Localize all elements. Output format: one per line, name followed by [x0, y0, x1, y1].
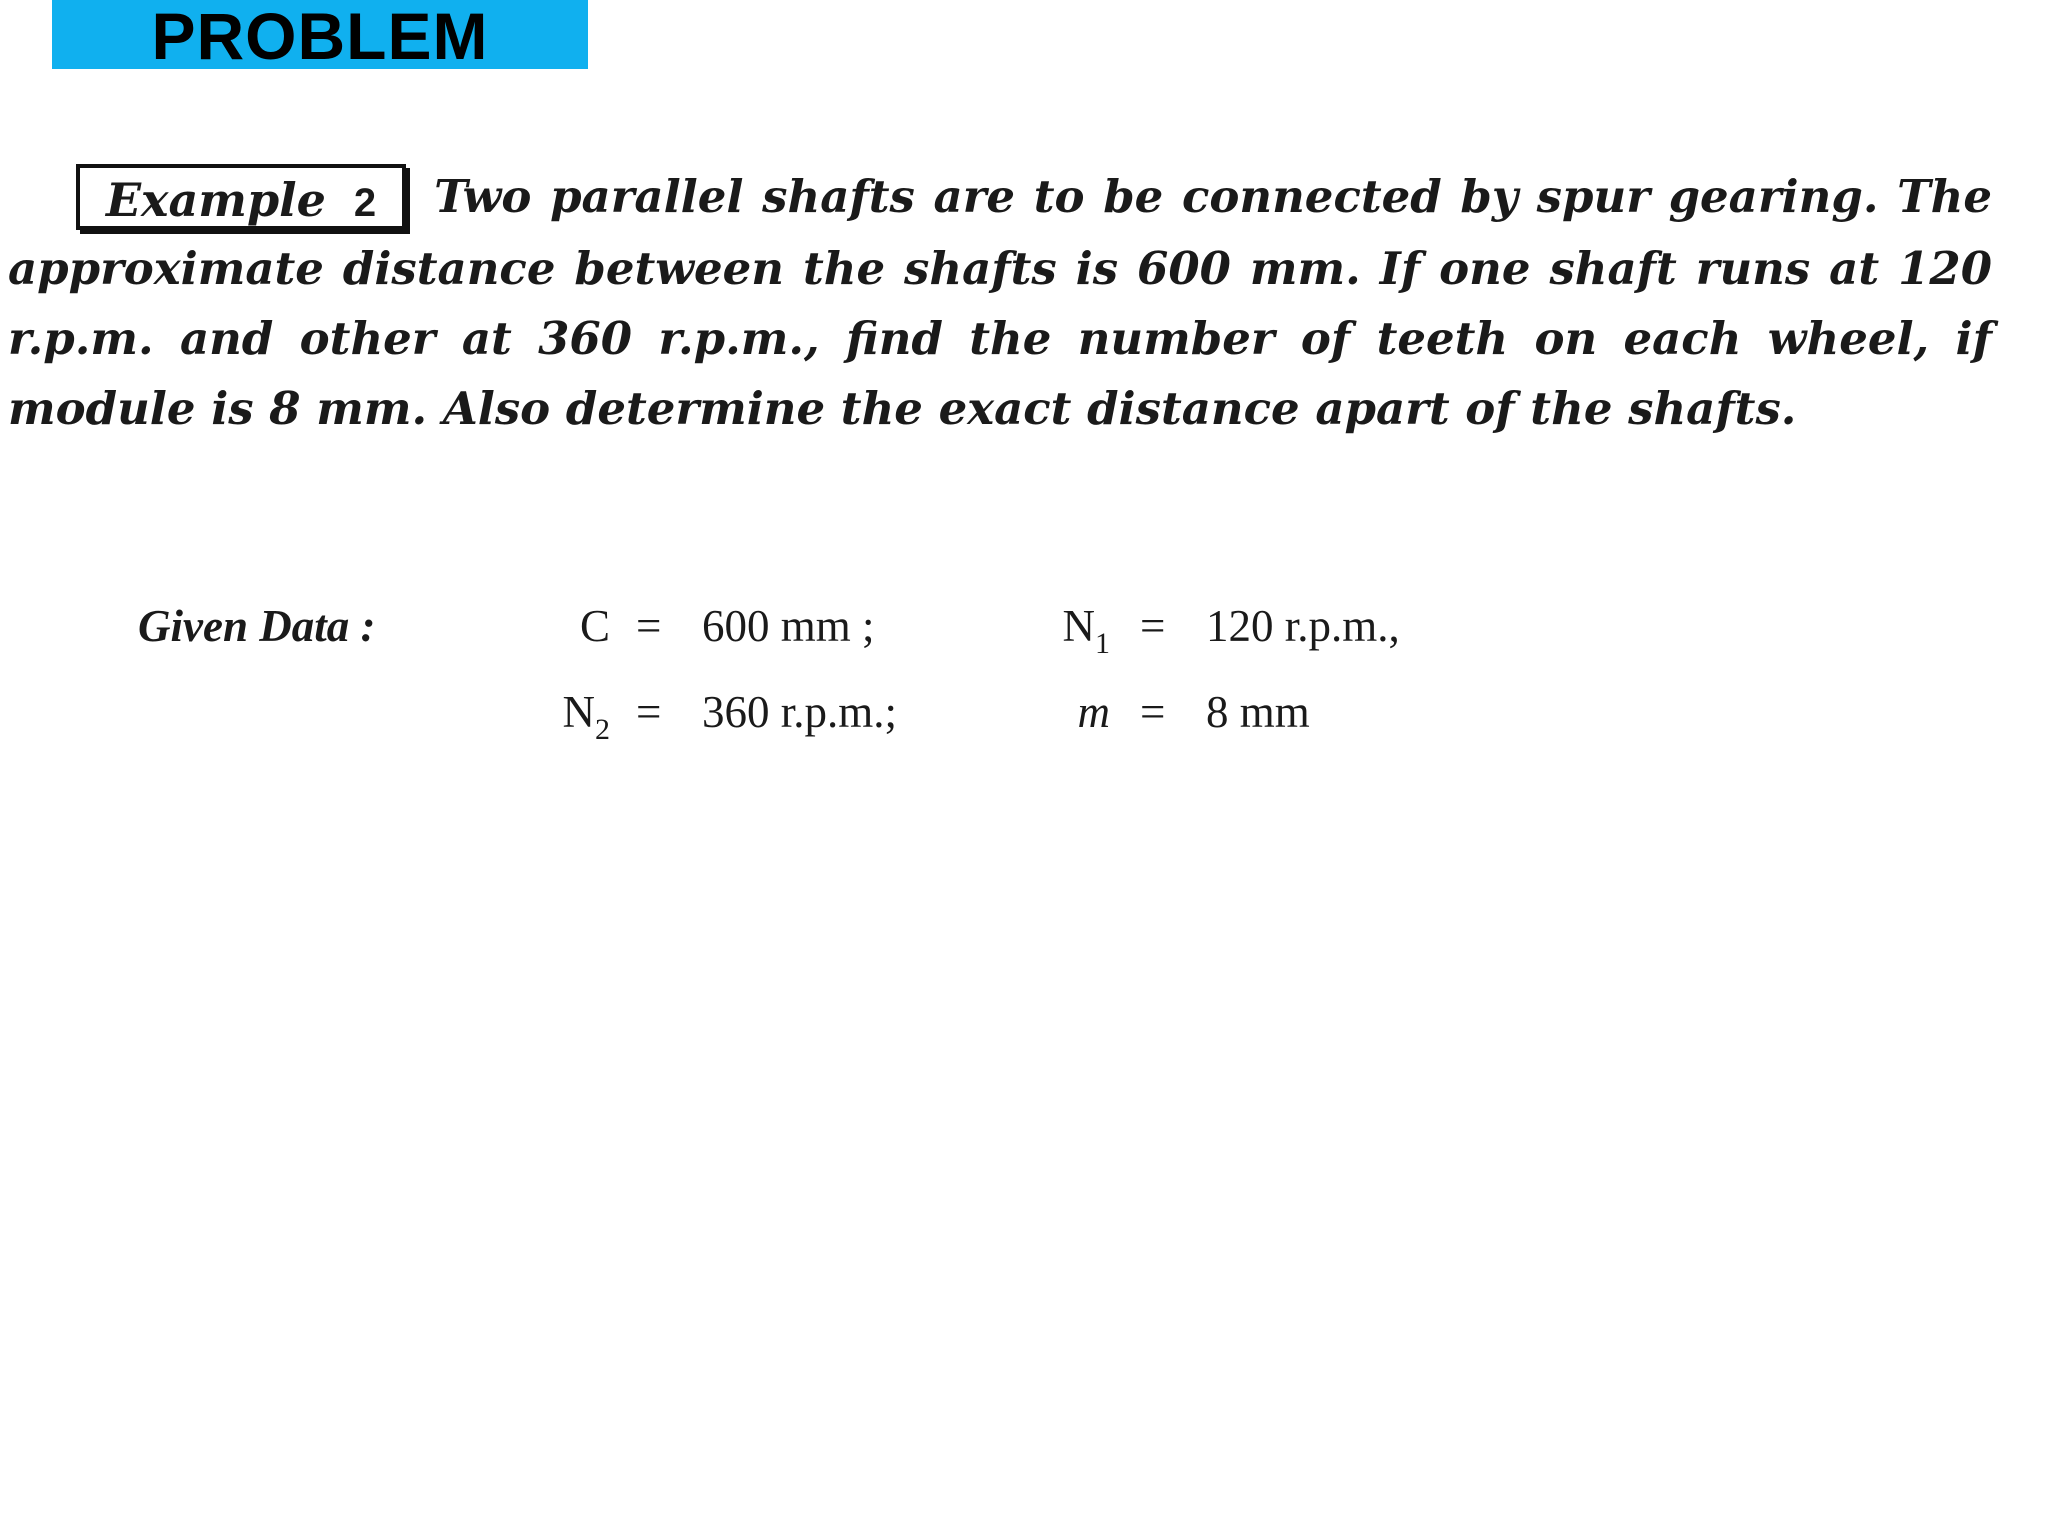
- given-value-m: 8 mm: [1206, 687, 1310, 737]
- given-data-label: Given Data :: [138, 601, 376, 651]
- problem-banner: [52, 0, 588, 73]
- given-symbol-n1: $N_1$: [1062, 601, 1110, 660]
- given-equals-n1: =: [1140, 601, 1166, 651]
- banner-title: PROBLEM: [151, 0, 489, 73]
- given-value-n1: 120 r.p.m.,: [1206, 601, 1400, 651]
- given-symbol-c: C: [579, 601, 610, 651]
- example-label-box: [76, 164, 406, 230]
- given-equals-n2: =: [636, 687, 662, 737]
- example-label-word: Example: [106, 172, 326, 227]
- given-value-c: 600 mm ;: [702, 601, 875, 651]
- problem-statement-text: Two parallel shafts are to be connected by spur gearing. The approximate distance between the shafts is 600 mm. If one shaft runs at 120 r.p.m. and other at 360 r.p.m., find the number of teeth on each wheel, if module is 8 mm. Also determine the exact distance apart of the shafts.: [8, 170, 1992, 435]
- given-equals-c: =: [636, 601, 662, 651]
- problem-statement: [8, 162, 1992, 444]
- given-value-n2: 360 r.p.m.;: [702, 687, 898, 737]
- given-symbol-n2: $N_2$: [562, 687, 610, 746]
- given-equals-m: =: [1140, 687, 1166, 737]
- given-symbol-m: m: [1077, 687, 1110, 737]
- example-label-number: 2: [353, 180, 377, 225]
